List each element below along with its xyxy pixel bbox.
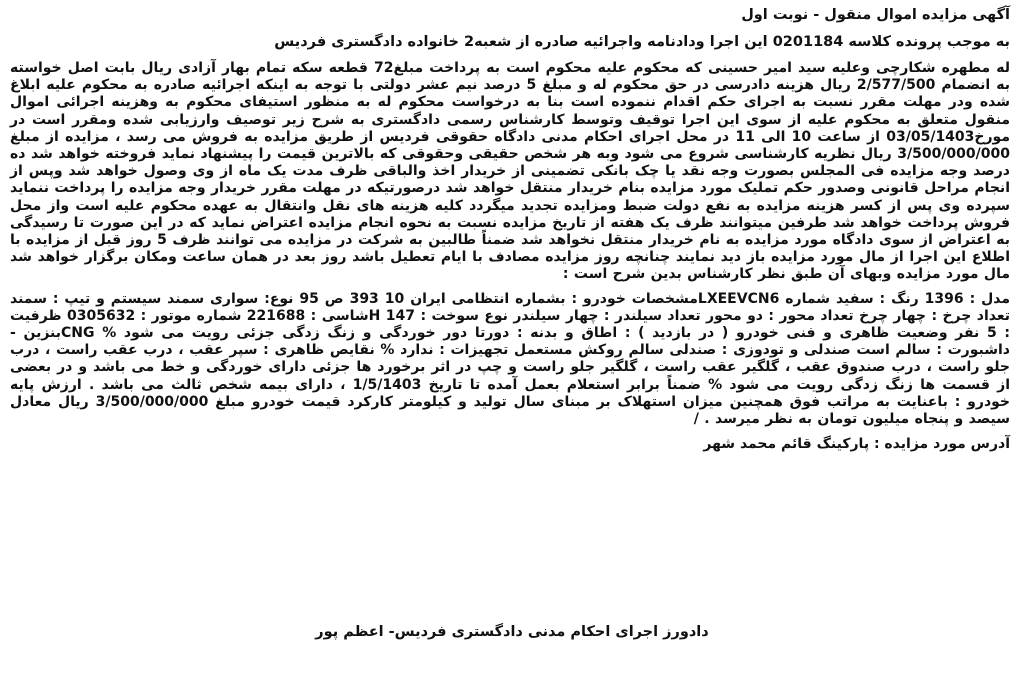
paragraph-spacer xyxy=(10,284,1010,291)
auction-address: آدرس مورد مزایده : پارکینگ قائم محمد شهر xyxy=(703,436,1010,453)
vehicle-specification-paragraph: مدل : 1396 رنگ : سفید شماره LXEEVCN6مشخصات خودرو : بشماره انتظامی ایران 10 393 ص 95 نوع: سواری سمند سیستم و تیپ : سمند تعداد چرخ : چهار چرخ تعداد محور : دو محور تعداد سیلندر : چهار سیلندر نوع سوخت : 147 Hشاسی : 221688 شماره موتور : 0305632 ظرفیت : 5 نفر وضعیت ظاهری و فنی خودرو ( در بازدید ) : اطاق و بدنه : دورتا دور خوردگی و زنگ زدگی جزئی رویت می شود % CNGبنزین - داشبورت : سالم است صندلی و تودوزی : صندلی سالم روکش مستعمل تجهیزات : ندارد % نقایص ظاهری : سپر عقب ، درب عقب راست ، درب جلو راست ، درب صندوق عقب ، گلگیر عقب راست ، گلگیر جلو راست و چپ در اثر برخورد ها جزئی دارای خوردگی و خط می باشد و در بعضی از قسمت ها زنگ زدگی رویت می شود % ضمناً برابر استعلام بعمل آمده تا تاریخ 1/5/1403 ، دارای بیمه شخص ثالث می باشد . ارزش پایه خودرو : باعنایت به مراتب فوق همچنین میزان استهلاک بر مبنای سال تولید و کیلومتر کارکرد قیمت خودرو مبلغ 3/500/000/000 ریال معادل سیصد و پنجاه میلیون تومان به نظر میرسد . / xyxy=(10,290,1011,428)
officer-signature-line: دادورز اجرای احکام مدنی دادگستری فردیس- اعظم پور xyxy=(315,624,709,640)
notice-title: آگهی مزایده اموال منقول - نوبت اول xyxy=(741,7,1010,23)
case-reference-line: به موجب پرونده کلاسه 0201184 این اجرا ودادنامه واجرائیه صادره از شعبه2 خانواده دادگستری فردیس xyxy=(274,34,1010,50)
notice-body-paragraph: له مطهره شکارچی وعلیه سید امیر حسینی که محکوم علیه محکوم است به پرداخت مبلغ72 قطعه سکه تمام بهار آزادی ریال بابت اصل خواسته به انضمام 2/577/500 ریال هزینه دادرسی در حق محکوم له و مبلغ 5 درصد نیم عشر دولتی با توجه به اینکه اجرائیه صادره به محکوم علیه ابلاغ شده ودر مهلت مقرر نسبت به اجرای حکم اقدام ننموده است بنا به درخواست محکوم له به منظور استیفای محکوم به وهزینه اجرائی اموال منقول متعلق به محکوم علیه از سوی این اجرا توقیف وتوسط کارشناس رسمی دادگستری به شرح زیر توصیف وارزیابی شده ومقرر است در مورخ03/05/1403 از ساعت 10 الی 11 در محل اجرای احکام مدنی دادگاه حقوقی فردیس از طریق مزایده به فروش می رسد ، مزایده از مبلغ 3/500/000/000 ریال نظریه کارشناسی شروع می شود وبه هر شخص حقیقی وحقوقی که بالاترین قیمت را پیشنهاد نماید فروخته خواهد شد ده درصد وجه مزایده فی المجلس بصورت وجه نقد یا چک بانکی تضمینی از خریدار اخذ والباقی ظرف مدت یک ماه از وی وصول خواهد شد وپس از انجام مراحل قانونی وصدور حکم تملیک مورد مزایده بنام خریدار منتقل خواهد شد درصورتیکه در مهلت مقرر خریدار وجه مزایده را پرداخت ننماید سپرده وی پس از کسر هزینه مزایده به نفع دولت ضبط ومزایده تجدید میگردد کلیه هزینه های نقل وانتقال به عهده محکوم علیه است واز محل فروش پرداخت خواهد شد طرفین میتوانند ظرف یک هفته از تاریخ مزایده نسبت به نحوه انجام مزایده اعتراض نماید که در این صورت تا رسیدگی به اعتراض از سوی دادگاه مورد مزایده به نام خریدار منتقل نخواهد شد ضمناً طالبین به شرکت در مزایده می توانند ظرف 5 روز قبل از مزایده با اطلاع این اجرا از مال مورد مزایده باز دید نمایند چنانچه روز مزایده مصادف با ایام تعطیل باشد روز بعد در همان ساعت ومکان برگزار خواهد شد مال مورد مزایده وبهای آن طبق نظر کارشناس بدین شرح است : xyxy=(10,60,1011,283)
